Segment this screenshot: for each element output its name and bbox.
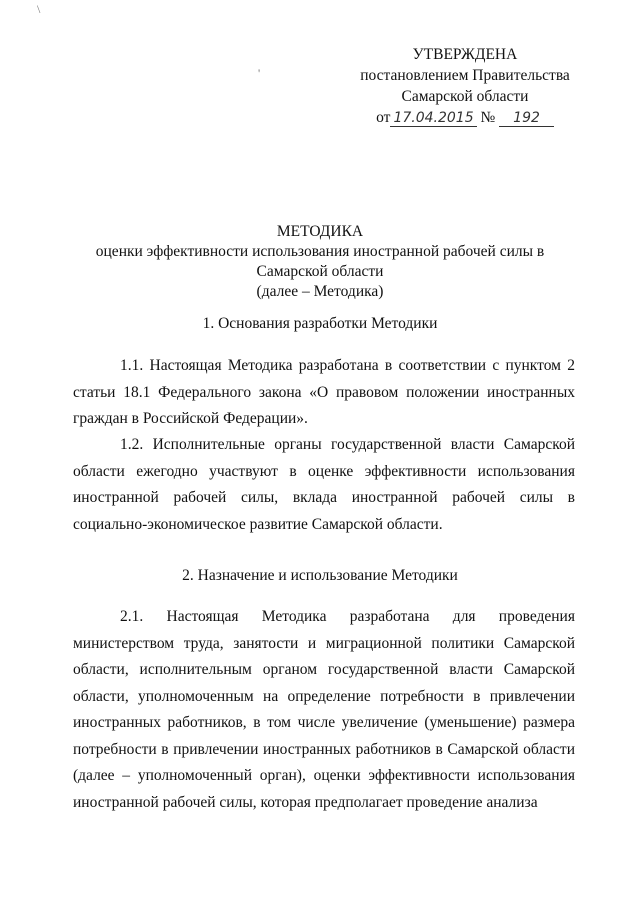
document-subtitle-line-3: (далее – Методика) <box>256 283 384 300</box>
date-prefix: от <box>376 109 391 126</box>
paragraph-2-1: 2.1. Настоящая Методика разработана для проведения министерством труда, занятости и миграционной политики Самарской области, исполнительным органом государственной власти Самарской области, уполномоченным на определение потребности в привлечении иностранных работников, в том числе увеличение (уменьшение) размера потребности в привлечении иностранных работников в Самарской области (далее – уполномоченный орган), оценки эффективности использования иностранной рабочей силы, которая предполагает проведение анализа <box>73 608 575 811</box>
paragraph-1-1: 1.1. Настоящая Методика разработана в соответствии с пунктом 2 статьи 18.1 Федерального закона «О правовом положении иностранных граждан в Российской Федерации». <box>73 357 575 427</box>
handwritten-date: 17.04.2015 <box>390 110 476 127</box>
document-title: МЕТОДИКА <box>276 223 364 240</box>
paragraph-1-2: 1.2. Исполнительные органы государственной власти Самарской области ежегодно участвуют в оценке эффективности использования иностранной рабочей силы, вклада иностранной рабочей силы в социально-экономическое развитие Самарской области. <box>73 436 575 533</box>
approval-block <box>320 44 610 129</box>
approval-title: УТВЕРЖДЕНА <box>412 46 518 63</box>
approval-line-2: Самарской области <box>401 88 529 105</box>
section-1-heading: 1. Основания разработки Методики <box>202 315 438 332</box>
approval-date-line <box>320 107 610 129</box>
number-sign: № <box>480 109 496 126</box>
scan-dot: ' <box>258 66 261 80</box>
document-title-block <box>60 222 580 302</box>
approval-line-1: постановлением Правительства <box>360 67 570 84</box>
section-2-heading: 2. Назначение и использование Методики <box>182 567 458 584</box>
handwritten-number: 192 <box>499 110 554 127</box>
document-subtitle-line-2: Самарской области <box>256 263 384 280</box>
document-subtitle-line-1: оценки эффективности использования иностранной рабочей силы в <box>95 243 545 260</box>
scan-mark: \ <box>37 2 41 16</box>
